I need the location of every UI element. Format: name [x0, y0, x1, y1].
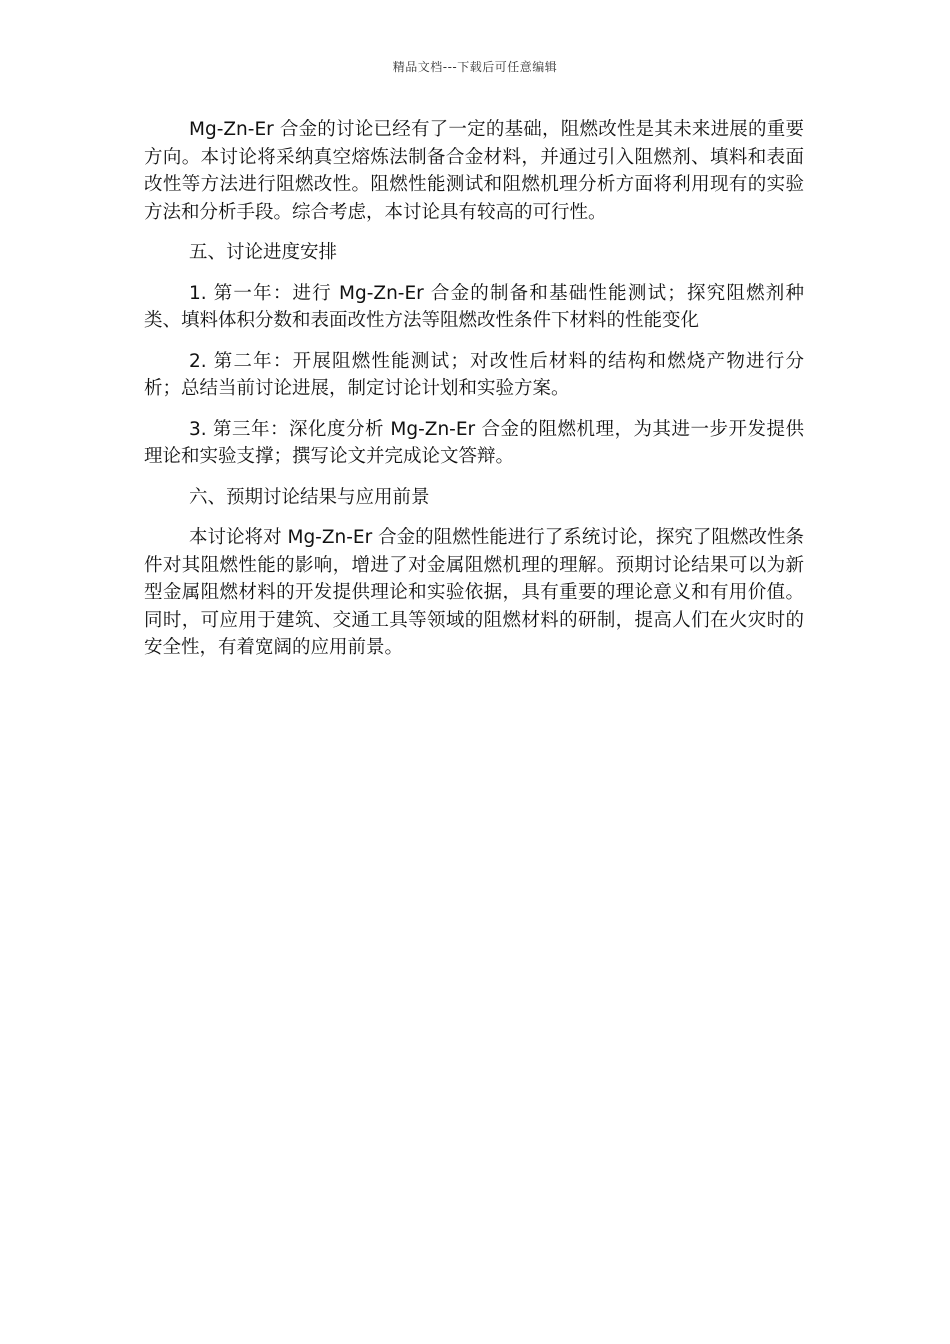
section-heading-expected-results: 六、预期讨论结果与应用前景 — [189, 486, 430, 508]
schedule-item-year-2: 2. 第二年：开展阻燃性能测试；对改性后材料的结构和燃烧产物进行分析；总结当前讨论进展，制定讨论计划和实验方案。 — [144, 350, 804, 399]
document-body — [144, 116, 804, 675]
schedule-item-year-3: 3. 第三年：深化度分析 Mg-Zn-Er 合金的阻燃机理，为其进一步开发提供理论和实验支撑；撰写论文并完成论文答辩。 — [144, 418, 804, 467]
section-heading-schedule: 五、讨论进度安排 — [189, 242, 338, 263]
feasibility-paragraph: Mg-Zn-Er 合金的讨论已经有了一定的基础，阻燃改性是其未来进展的重要方向。本讨论将采纳真空熔炼法制备合金材料，并通过引入阻燃剂、填料和表面改性等方法进行阻燃改性。阻燃性能测试和阻燃机理分析方面将利用现有的实验方法和分析手段。综合考虑，本讨论具有较高的可行性。 — [144, 119, 804, 223]
page-header: 精品文档---下载后可任意编辑 — [392, 60, 558, 74]
expected-results-paragraph: 本讨论将对 Mg-Zn-Er 合金的阻燃性能进行了系统讨论，探究了阻燃改性条件对其阻燃性能的影响，增进了对金属阻燃机理的理解。预期讨论结果可以为新型金属阻燃材料的开发提供理论和实验依据，具有重要的理论意义和有用价值。同时，可应用于建筑、交通工具等领域的阻燃材料的研制，提高人们在火灾时的安全性，有着宽阔的应用前景。 — [144, 527, 804, 658]
schedule-item-year-1: 1. 第一年：进行 Mg-Zn-Er 合金的制备和基础性能测试；探究阻燃剂种类、填料体积分数和表面改性方法等阻燃改性条件下材料的性能变化 — [144, 282, 804, 331]
